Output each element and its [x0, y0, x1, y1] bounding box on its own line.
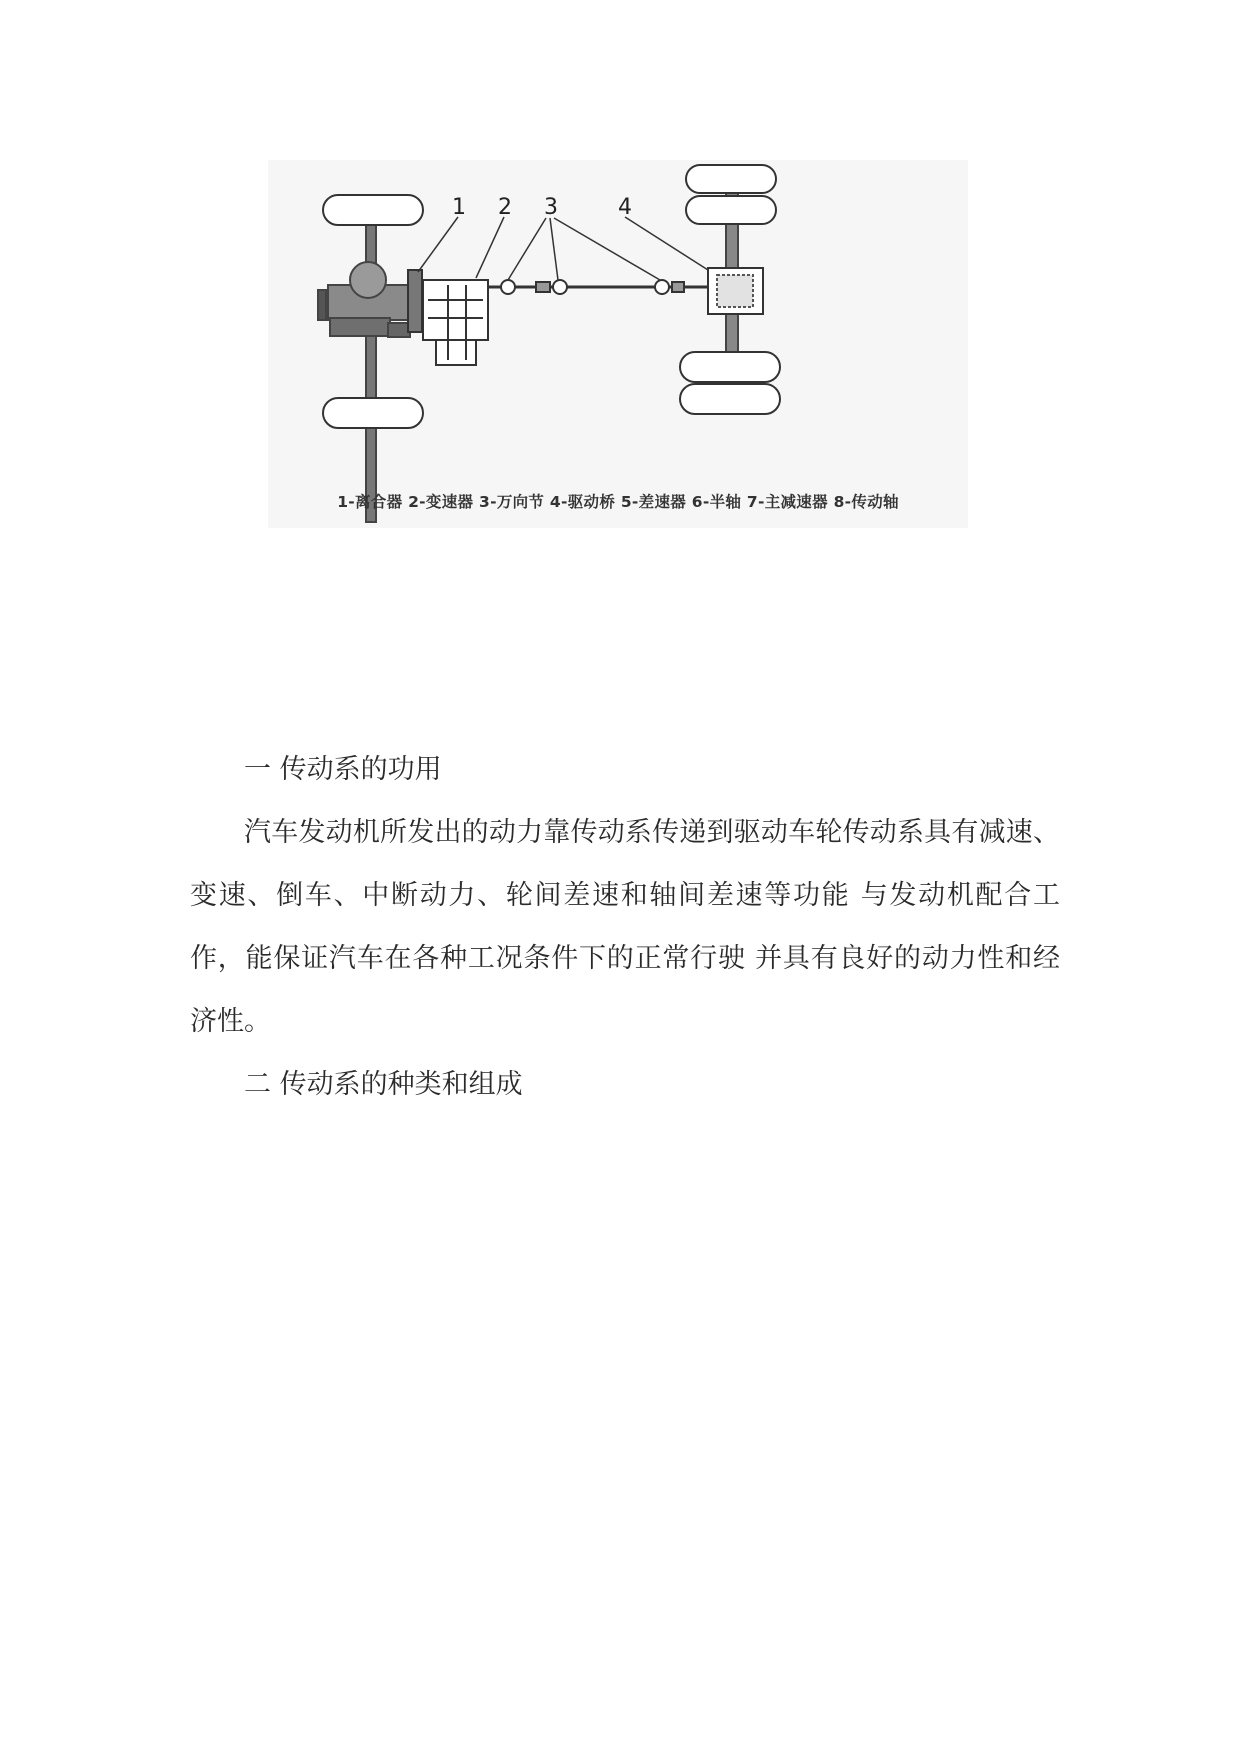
drivetrain-diagram [268, 160, 968, 528]
callout-3: 3 [544, 195, 558, 220]
front-left-wheel [323, 195, 423, 225]
callout-4: 4 [618, 195, 632, 220]
rear-right-wheel-outer [680, 384, 780, 414]
rear-left-wheel-outer [686, 165, 776, 193]
section-2-heading: 二 传动系的种类和组成 [244, 1069, 523, 1100]
callout-1: 1 [452, 195, 466, 220]
rear-right-wheel-inner [680, 352, 780, 382]
universal-joint-1 [501, 280, 515, 294]
front-right-wheel [323, 398, 423, 428]
universal-joint-3 [655, 280, 669, 294]
callout-2: 2 [498, 195, 512, 220]
section-1 [190, 738, 1060, 1116]
clutch [408, 270, 422, 332]
transmission [423, 280, 488, 340]
section-1-heading: 一 传动系的功用 [244, 754, 442, 785]
section-1-paragraph: 汽车发动机所发出的动力靠传动系传递到驱动车轮传动系具有减速、变速、倒车、中断动力、轮间差速和轴间差速等功能 与发动机配合工作，能保证汽车在各种工况条件下的正常行驶 并具有良好的动力性和经济性。 [190, 817, 1060, 1037]
drivetrain-schematic [268, 160, 968, 528]
figure-caption: 1-离合器 2-变速器 3-万向节 4-驱动桥 5-差速器 6-半轴 7-主减速器 8-传动轴 [337, 493, 899, 511]
rear-left-wheel-inner [686, 196, 776, 224]
universal-joint-2 [553, 280, 567, 294]
